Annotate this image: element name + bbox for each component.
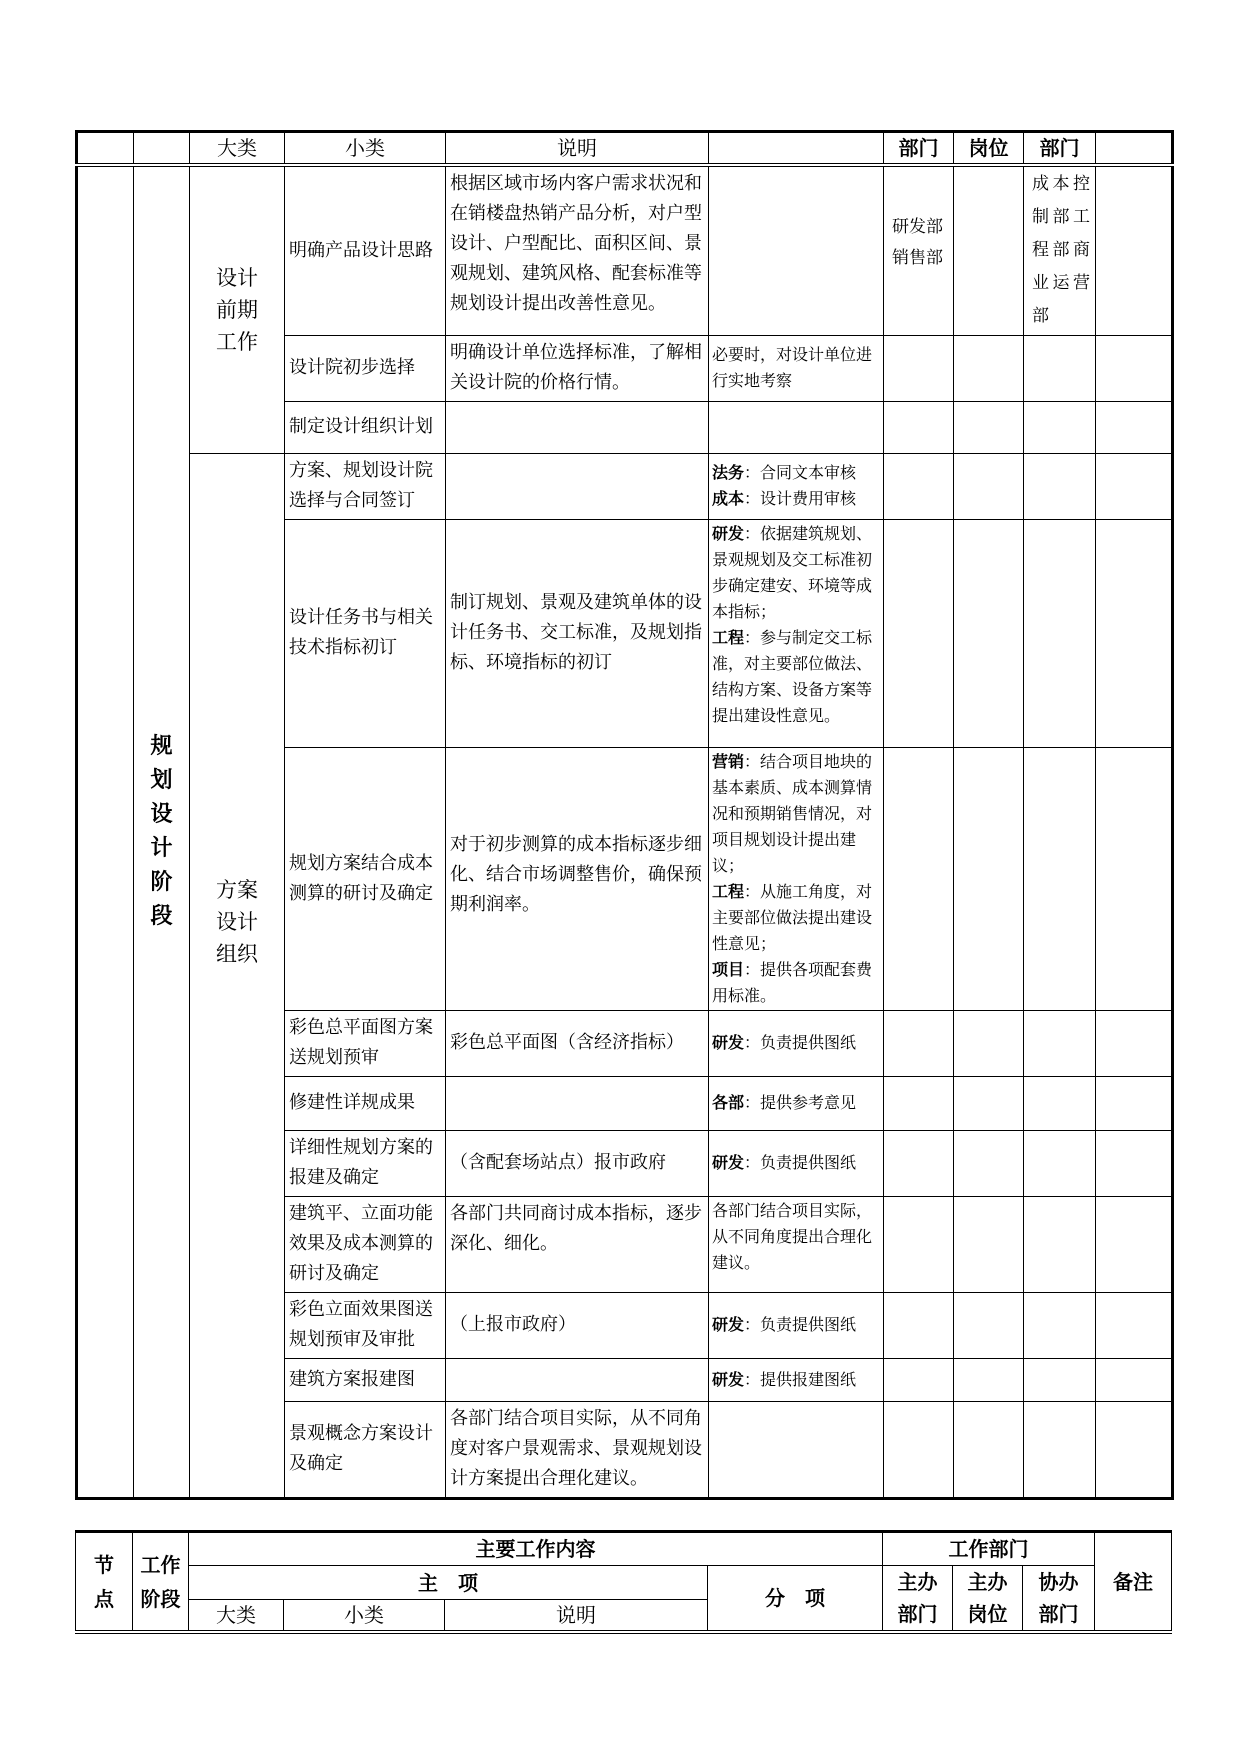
header-minor: 小类 [284,1600,445,1632]
post-cell [954,401,1024,453]
desc-cell [446,1358,709,1401]
process-table-header-repeat [75,1530,1172,1634]
remarks-cell [1096,1010,1173,1076]
note-text: ：负责提供图纸 [744,1153,857,1172]
note-label: 成本 [712,489,745,508]
note-text: ：依据建筑规划、景观规划及交工标准初步确定建安、环境等成本指标； [712,523,873,621]
remarks-cell [1096,1130,1173,1196]
header-desc: 说明 [446,132,709,165]
note-label: 研发 [712,1369,745,1389]
assist-dept-cell [1024,453,1096,519]
desc-cell: 彩色总平面图（含经济指标） [446,1010,709,1076]
note-text: ：参与制定交工标准，对主要部位做法、结构方案、设备方案等提出建设性意见。 [712,627,873,725]
note-cell [709,747,884,1010]
note-text: ：负责提供图纸 [744,1315,857,1334]
assist-dept-cell [1024,1196,1096,1292]
post-cell [954,1292,1024,1358]
header-stage-cell [134,132,190,165]
note-cell [709,1292,884,1358]
table-row [77,165,1173,336]
note-cell [709,1010,884,1076]
header-main-content: 主要工作内容 [189,1532,883,1566]
note-text: 各部门结合项目实际，从不同角度提出合理化建议。 [712,1200,873,1272]
post-cell [954,335,1024,401]
note-text: ：设计费用审核 [744,489,857,508]
note-text: ：提供报建图纸 [744,1369,857,1389]
remarks-cell [1096,165,1173,336]
lead-dept-cell [884,519,954,747]
post-cell [954,1076,1024,1130]
header-desc: 说明 [445,1600,708,1632]
note-text: ：提供参考意见 [744,1093,857,1112]
note-text: ：负责提供图纸 [744,1033,857,1052]
minor-cell: 建筑方案报建图 [285,1358,446,1401]
assist-dept-cell [1024,1076,1096,1130]
post-cell [954,1196,1024,1292]
note-label: 法务 [712,463,745,482]
remarks-cell [1096,1076,1173,1130]
minor-cell: 建筑平、立面功能效果及成本测算的研讨及确定 [285,1196,446,1292]
header-assist-dept: 协办部门 [1023,1566,1095,1633]
desc-cell: 根据区域市场内客户需求状况和在销楼盘热销产品分析，对户型设计、户型配比、面积区间、景观规划、建筑风格、配套标准等规划设计提出改善性意见。 [446,165,709,336]
note-text: ：从施工角度，对主要部位做法提出建设性意见； [712,881,873,953]
post-cell [954,1130,1024,1196]
header-stage: 工作阶段 [133,1532,189,1633]
lead-dept-cell [884,1010,954,1076]
assist-dept-cell [1024,519,1096,747]
header-sub-item [709,132,884,165]
note-cell [709,453,884,519]
note-cell [709,1358,884,1401]
post-cell [954,747,1024,1010]
header-lead-dept: 主办部门 [883,1566,953,1633]
note-cell [709,1401,884,1498]
note-label: 项目 [712,959,745,979]
lead-dept-cell [884,453,954,519]
note-label: 研发 [712,1033,745,1052]
assist-dept-cell [1024,1010,1096,1076]
lead-dept-cell [884,747,954,1010]
remarks-cell [1096,335,1173,401]
lead-dept-cell [884,335,954,401]
note-cell [709,519,884,747]
desc-cell: 明确设计单位选择标准，了解相关设计院的价格行情。 [446,335,709,401]
post-cell [954,1401,1024,1498]
remarks-cell [1096,1401,1173,1498]
lead-dept-cell [884,1196,954,1292]
minor-cell: 规划方案结合成本测算的研讨及确定 [285,747,446,1010]
note-cell [709,1076,884,1130]
assist-dept-cell [1024,747,1096,1010]
minor-cell: 方案、规划设计院选择与合同签订 [285,453,446,519]
post-cell [954,519,1024,747]
remarks-cell [1096,401,1173,453]
note-label: 研发 [712,523,745,543]
assist-dept-cell [1024,335,1096,401]
header-main-item: 主 项 [189,1566,708,1600]
note-label: 各部 [712,1093,745,1112]
note-label: 营销 [712,751,745,771]
desc-cell: （含配套场站点）报市政府 [446,1130,709,1196]
desc-cell: 各部门结合项目实际，从不同角度对客户景观需求、景观规划设计方案提出合理化建议。 [446,1401,709,1498]
header-lead-dept: 部门 [884,132,954,165]
minor-cell: 景观概念方案设计及确定 [285,1401,446,1498]
minor-cell: 修建性详规成果 [285,1076,446,1130]
post-cell [954,1358,1024,1401]
desc-cell [446,401,709,453]
assist-dept-cell [1024,1130,1096,1196]
minor-cell: 明确产品设计思路 [285,165,446,336]
minor-cell: 设计任务书与相关技术指标初订 [285,519,446,747]
desc-cell [446,1076,709,1130]
note-cell [709,1130,884,1196]
header-sub-item: 分 项 [708,1566,883,1633]
post-cell [954,453,1024,519]
note-text: ：结合项目地块的基本素质、成本测算情况和预期销售情况，对项目规划设计提出建议； [712,751,873,875]
lead-dept-cell [884,1401,954,1498]
lead-dept-cell [884,1292,954,1358]
note-cell [709,1196,884,1292]
note-text: 必要时，对设计单位进行实地考察 [712,345,873,390]
minor-cell: 彩色立面效果图送规划预审及审批 [285,1292,446,1358]
assist-dept-cell [1024,165,1096,336]
note-cell [709,401,884,453]
note-text: ：合同文本审核 [744,463,857,482]
minor-cell: 制定设计组织计划 [285,401,446,453]
post-cell [954,165,1024,336]
minor-cell: 彩色总平面图方案送规划预审 [285,1010,446,1076]
header-major: 大类 [190,132,285,165]
post-cell [954,1010,1024,1076]
note-text: ：提供各项配套费用标准。 [712,959,873,1005]
assist-dept-cell [1024,401,1096,453]
header-major: 大类 [189,1600,284,1632]
header-remarks: 备注 [1095,1532,1172,1633]
remarks-cell [1096,519,1173,747]
header-node-cell [77,132,134,165]
header-work-dept: 工作部门 [883,1532,1095,1566]
remarks-cell [1096,1196,1173,1292]
stage-label: 规划设计阶段 [134,165,190,1499]
assist-dept-text: 成本控制部工程部商业运营部 [1032,173,1090,326]
note-label: 工程 [712,627,745,647]
table-row [77,453,1173,519]
note-cell [709,165,884,336]
lead-dept-cell: 研发部销售部 [884,165,954,336]
remarks-cell [1096,453,1173,519]
lead-dept-cell [884,401,954,453]
header-assist-dept: 部门 [1024,132,1096,165]
lead-dept-cell [884,1130,954,1196]
note-cell [709,335,884,401]
assist-dept-cell [1024,1292,1096,1358]
assist-dept-cell [1024,1401,1096,1498]
desc-cell: 各部门共同商讨成本指标，逐步深化、细化。 [446,1196,709,1292]
remarks-cell [1096,747,1173,1010]
header-lead-post: 主办岗位 [953,1566,1023,1633]
group-label-pre-design: 设计前期工作 [190,165,285,454]
note-label: 研发 [712,1153,745,1172]
minor-cell: 详细性规划方案的报建及确定 [285,1130,446,1196]
desc-cell: 对于初步测算的成本指标逐步细化、结合市场调整售价，确保预期利润率。 [446,747,709,1010]
lead-dept-cell [884,1076,954,1130]
node-cell [77,165,134,1499]
assist-dept-cell [1024,1358,1096,1401]
note-label: 工程 [712,881,745,901]
desc-cell [446,453,709,519]
header-node: 节点 [76,1532,133,1633]
header-remarks-cell [1096,132,1173,165]
group-label-scheme-design: 方案设计组织 [190,453,285,1498]
remarks-cell [1096,1292,1173,1358]
desc-cell: （上报市政府） [446,1292,709,1358]
header-post: 岗位 [954,132,1024,165]
process-table-top [75,130,1174,1500]
remarks-cell [1096,1358,1173,1401]
desc-cell: 制订规划、景观及建筑单体的设计任务书、交工标准，及规划指标、环境指标的初订 [446,519,709,747]
minor-cell: 设计院初步选择 [285,335,446,401]
header-minor: 小类 [285,132,446,165]
note-label: 研发 [712,1315,745,1334]
lead-dept-cell [884,1358,954,1401]
